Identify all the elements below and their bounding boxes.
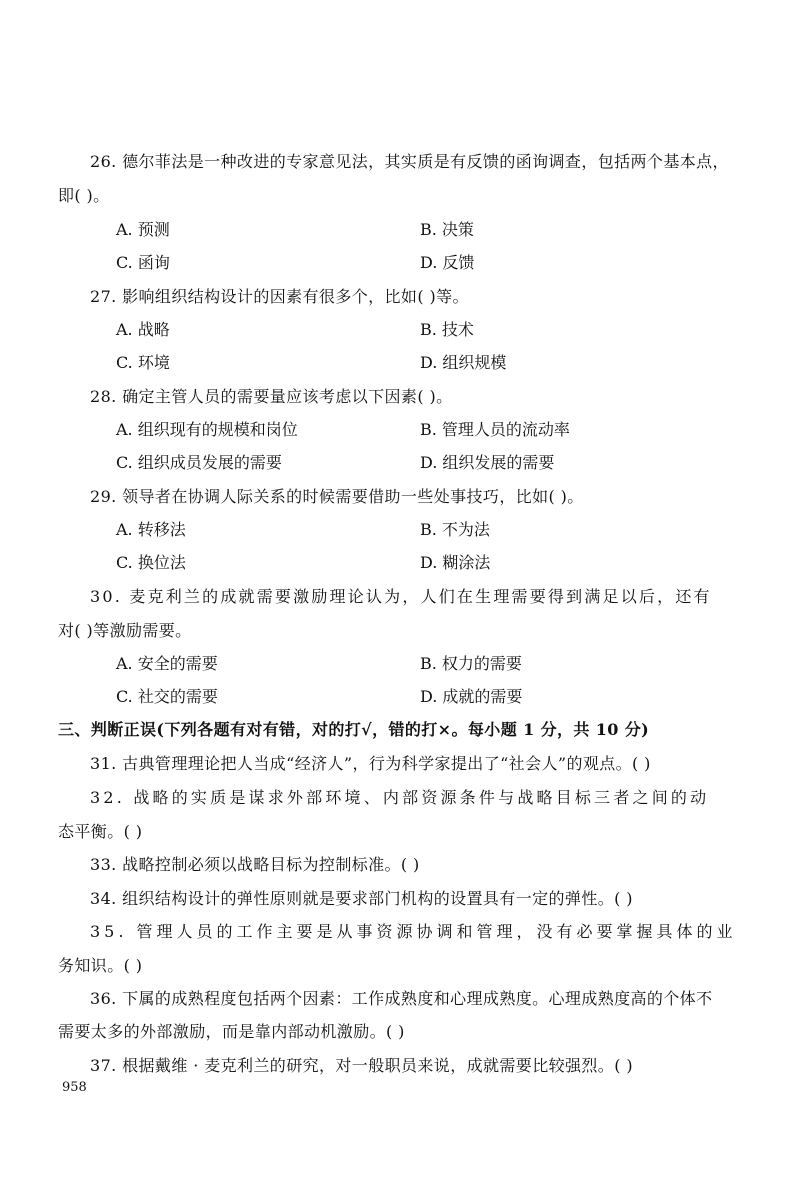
page-number: 958	[62, 1080, 87, 1095]
question-26-option-a: A. 预测	[116, 220, 170, 239]
question-35-line1: 35. 管理人员的工作主要是从事资源协调和管理，没有必要掌握具体的业	[90, 922, 737, 941]
question-28-option-d: D. 组织发展的需要	[420, 453, 555, 472]
question-29-line1: 29. 领导者在协调人际关系的时候需要借助一些处事技巧，比如( )。	[90, 487, 584, 506]
question-29-option-c: C. 换位法	[116, 553, 186, 572]
question-27-line1: 27. 影响组织结构设计的因素有很多个，比如( )等。	[90, 287, 469, 306]
question-26-line1: 26. 德尔菲法是一种改进的专家意见法，其实质是有反馈的函询调查，包括两个基本点，	[90, 152, 729, 171]
question-27-option-a: A. 战略	[116, 320, 170, 339]
question-27-option-b: B. 技术	[420, 320, 474, 339]
question-26-option-d: D. 反馈	[420, 253, 475, 272]
question-35-line2: 务知识。( )	[58, 956, 143, 975]
question-30-option-a: A. 安全的需要	[116, 654, 218, 673]
question-28-line1: 28. 确定主管人员的需要量应该考虑以下因素( )。	[90, 387, 453, 406]
question-26-option-b: B. 决策	[420, 220, 474, 239]
question-28-option-c: C. 组织成员发展的需要	[116, 453, 282, 472]
question-30-line2: 对( )等激励需要。	[58, 621, 192, 640]
section-heading-true-false: 三、判断正误(下列各题有对有错，对的打√，错的打×。每小题 1 分，共 10 分)	[58, 720, 650, 739]
question-29-option-a: A. 转移法	[116, 520, 186, 539]
question-30-option-b: B. 权力的需要	[420, 654, 522, 673]
question-29-option-d: D. 糊涂法	[420, 553, 491, 572]
question-26-option-c: C. 函询	[116, 253, 170, 272]
question-32-line2: 态平衡。( )	[58, 822, 143, 841]
question-27-option-c: C. 环境	[116, 353, 170, 372]
question-27-option-d: D. 组织规模	[420, 353, 507, 372]
question-31-line1: 31. 古典管理理论把人当成“经济人”，行为科学家提出了“社会人”的观点。( )	[90, 754, 651, 773]
question-29-option-b: B. 不为法	[420, 520, 490, 539]
question-36-line1: 36. 下属的成熟程度包括两个因素：工作成熟度和心理成熟度。心理成熟度高的个体不	[90, 989, 713, 1008]
question-26-line2: 即( )。	[58, 186, 110, 205]
question-30-line1: 30. 麦克利兰的成就需要激励理论认为，人们在生理需要得到满足以后，还有	[90, 587, 712, 606]
question-28-option-a: A. 组织现有的规模和岗位	[116, 420, 298, 439]
question-28-option-b: B. 管理人员的流动率	[420, 420, 570, 439]
question-36-line2: 需要太多的外部激励，而是靠内部动机激励。( )	[58, 1022, 405, 1041]
question-30-option-d: D. 成就的需要	[420, 687, 523, 706]
question-34-line1: 34. 组织结构设计的弹性原则就是要求部门机构的设置具有一定的弹性。( )	[90, 889, 633, 908]
question-32-line1: 32. 战略的实质是谋求外部环境、内部资源条件与战略目标三者之间的动	[90, 788, 710, 807]
question-33-line1: 33. 战略控制必须以战略目标为控制标准。( )	[90, 855, 420, 874]
question-30-option-c: C. 社交的需要	[116, 687, 218, 706]
question-37-line1: 37. 根据戴维 · 麦克利兰的研究，对一般职员来说，成就需要比较强烈。( )	[90, 1056, 633, 1075]
